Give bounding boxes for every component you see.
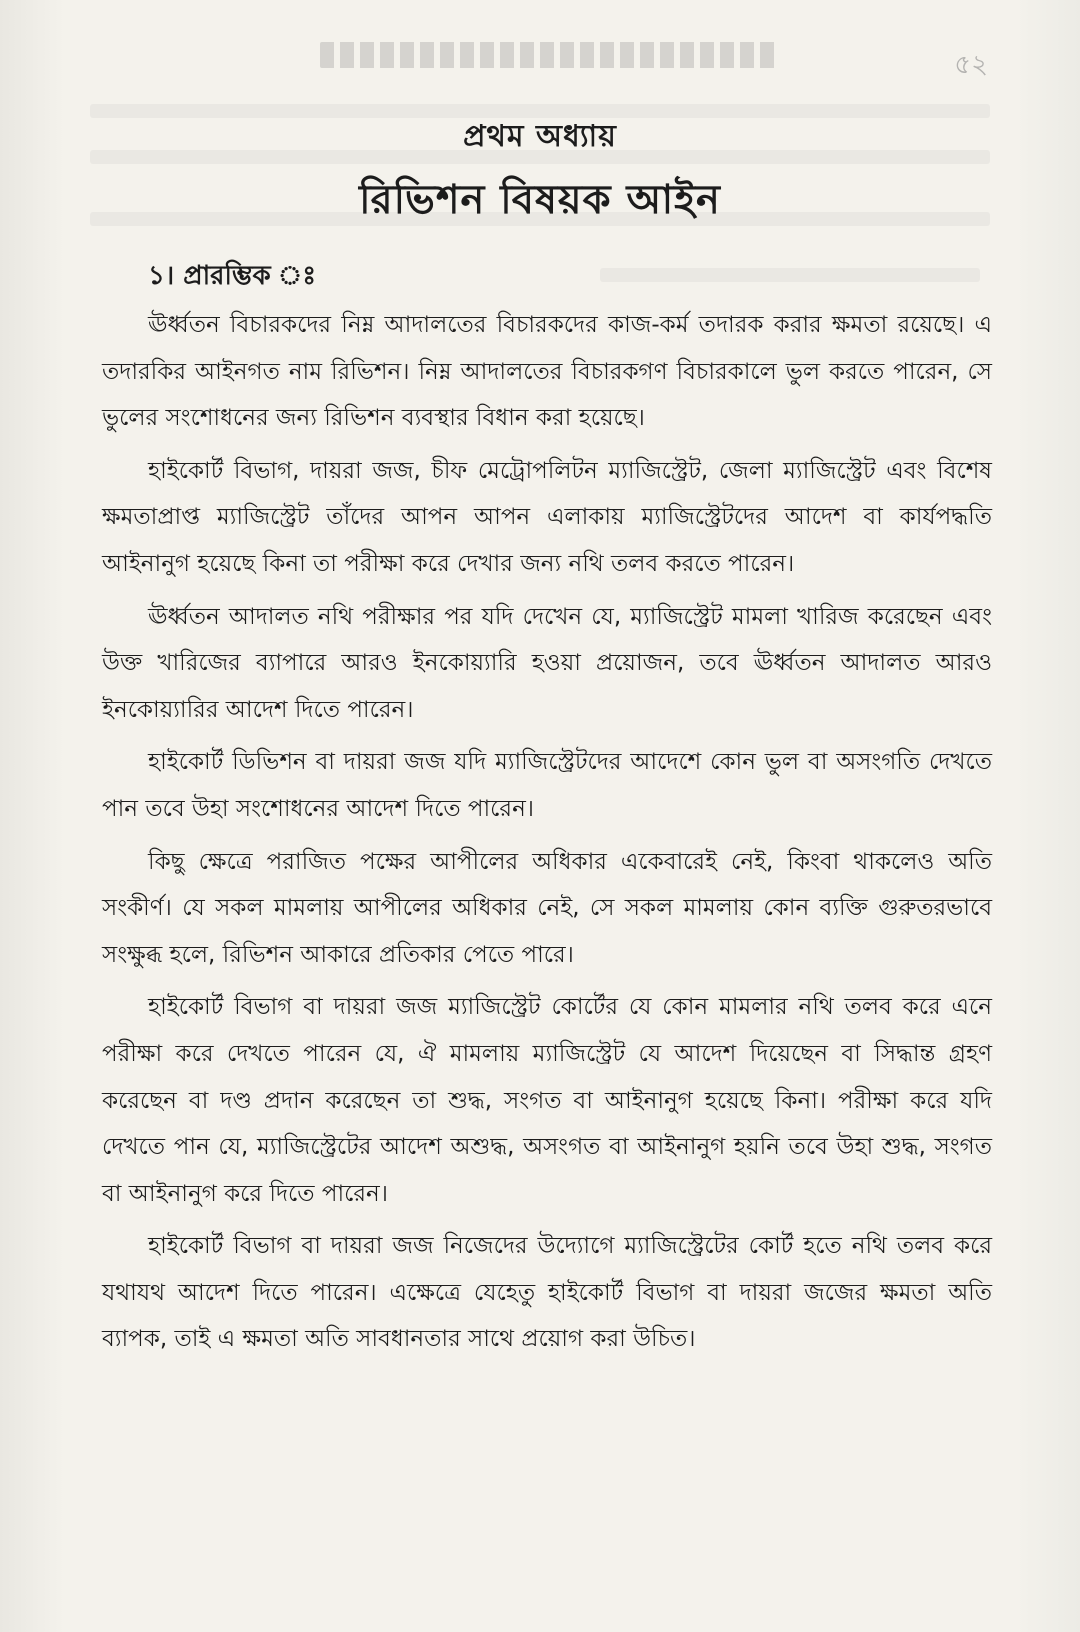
paragraph: হাইকোর্ট বিভাগ বা দায়রা জজ নিজেদের উদ্যোগে ম্যাজিস্ট্রেটের কোর্ট হতে নথি তলব করে যথাযথ আদেশ দিতে পারেন। এক্ষেত্রে যেহেতু হাইকোর্ট বিভাগ বা দায়রা জজের ক্ষমতা অতি ব্যাপক, তাই এ ক্ষমতা অতি সাবধানতার সাথে প্রয়োগ করা উচিত। (102, 1233, 992, 1353)
page-number: ৫২ (954, 50, 988, 80)
show-through-line (600, 268, 980, 282)
chapter-subtitle: রিভিশন বিষয়ক আইন (359, 177, 721, 223)
paragraph: হাইকোর্ট বিভাগ, দায়রা জজ, চীফ মেট্রোপলিটন ম্যাজিস্ট্রেট, জেলা ম্যাজিস্ট্রেট এবং বিশেষ ক্ষমতাপ্রাপ্ত ম্যাজিস্ট্রেট তাঁদের আপন আপন এলাকায় ম্যাজিস্ট্রেটদের আদেশ বা কার্যপদ্ধতি আইনানুগ হয়েছে কিনা তা পরীক্ষা করে দেখার জন্য নথি তলব করতে পারেন। (102, 457, 992, 577)
paragraph: হাইকোর্ট বিভাগ বা দায়রা জজ ম্যাজিস্ট্রেট কোর্টের যে কোন মামলার নথি তলব করে এনে পরীক্ষা করে দেখতে পারেন যে, ঐ মামলায় ম্যাজিস্ট্রেট যে আদেশ দিয়েছেন বা সিদ্ধান্ত গ্রহণ করেছেন বা দণ্ড প্রদান করেছেন তা শুদ্ধ, সংগত বা আইনানুগ হয়েছে কিনা। পরীক্ষা করে যদি দেখতে পান যে, ম্যাজিস্ট্রেটের আদেশ অশুদ্ধ, অসংগত বা আইনানুগ হয়নি তবে উহা শুদ্ধ, সংগত বা আইনানুগ করে দিতে পারেন। (102, 994, 992, 1207)
body-text (102, 302, 992, 1369)
chapter-title: প্রথম অধ্যায় (463, 119, 617, 154)
paragraph: কিছু ক্ষেত্রে পরাজিত পক্ষের আপীলের অধিকার একেবারেই নেই, কিংবা থাকলেও অতি সংকীর্ণ। যে সকল মামলায় আপীলের অধিকার নেই, সে সকল মামলায় কোন ব্যক্তি গুরুতরভাবে সংক্ষুব্ধ হলে, রিভিশন আকারে প্রতিকার পেতে পারে। (102, 848, 992, 968)
paragraph: ঊর্ধ্বতন আদালত নথি পরীক্ষার পর যদি দেখেন যে, ম্যাজিস্ট্রেট মামলা খারিজ করেছেন এবং উক্ত খারিজের ব্যাপারে আরও ইনকোয়্যারি হওয়া প্রয়োজন, তবে ঊর্ধ্বতন আদালত আরও ইনকোয়্যারির আদেশ দিতে পারেন। (102, 603, 992, 723)
paragraph: হাইকোর্ট ডিভিশন বা দায়রা জজ যদি ম্যাজিস্ট্রেটদের আদেশে কোন ভুল বা অসংগতি দেখতে পান তবে উহা সংশোধনের আদেশ দিতে পারেন। (102, 749, 992, 822)
paragraph: ঊর্ধ্বতন বিচারকদের নিম্ন আদালতের বিচারকদের কাজ-কর্ম তদারক করার ক্ষমতা রয়েছে। এ তদারকির আইনগত নাম রিভিশন। নিম্ন আদালতের বিচারকগণ বিচারকালে ভুল করতে পারেন, সে ভুলের সংশোধনের জন্য রিভিশন ব্যবস্থার বিধান করা হয়েছে। (102, 312, 992, 432)
section-heading: ১। প্রারম্ভিক ঃ (148, 261, 317, 291)
running-head (320, 42, 780, 68)
